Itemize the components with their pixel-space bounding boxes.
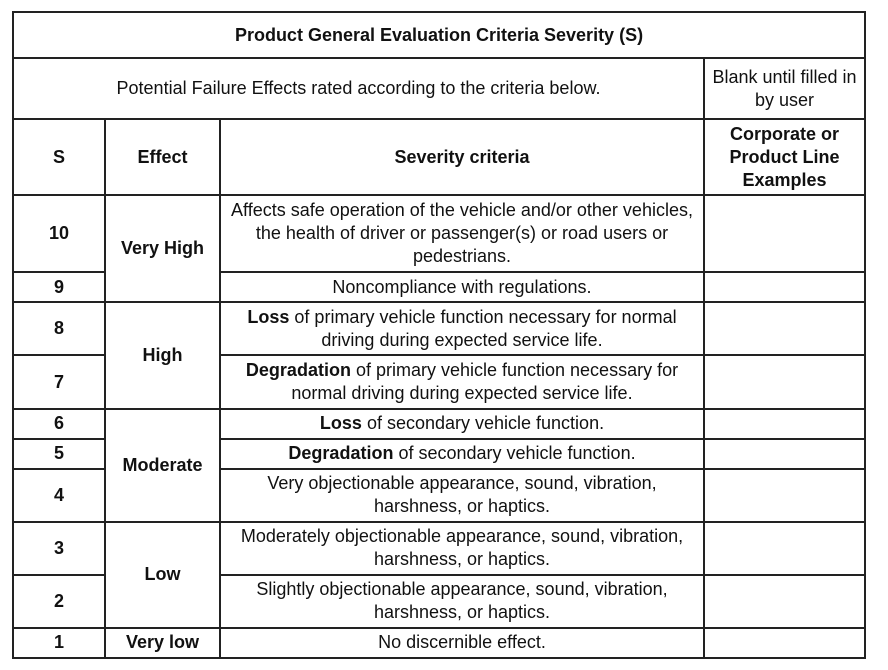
example-cell[interactable] (704, 272, 865, 302)
table-row (13, 302, 865, 355)
s-value: 10 (13, 195, 105, 272)
example-cell[interactable] (704, 628, 865, 658)
s-value: 5 (13, 439, 105, 469)
header-criteria: Severity criteria (220, 119, 704, 195)
example-cell[interactable] (704, 409, 865, 439)
criteria-text (220, 439, 704, 469)
effect-moderate: Moderate (105, 409, 220, 522)
example-cell[interactable] (704, 575, 865, 628)
table-row (13, 195, 865, 272)
criteria-text: Moderately objectionable appearance, sound, vibration, harshness, or haptics. (220, 522, 704, 575)
criteria-lead: Degradation (245, 360, 351, 381)
criteria-text: Affects safe operation of the vehicle and/or other vehicles, the health of driver or passenger(s) or road users or pedestrians. (220, 195, 704, 272)
blank-note: Blank until filled in by user (704, 58, 865, 119)
example-cell[interactable] (704, 302, 865, 355)
effect-very-high: Very High (105, 195, 220, 302)
effect-low: Low (105, 522, 220, 628)
s-value: 4 (13, 469, 105, 522)
effect-high: High (105, 302, 220, 408)
criteria-text (220, 409, 704, 439)
example-cell[interactable] (704, 195, 865, 272)
criteria-text (220, 302, 704, 355)
header-examples: Corporate or Product Line Examples (704, 119, 865, 195)
intro-text: Potential Failure Effects rated according to the criteria below. (13, 58, 704, 119)
criteria-text (220, 355, 704, 408)
header-s: S (13, 119, 105, 195)
criteria-lead: Degradation (288, 443, 394, 464)
table-row (13, 409, 865, 439)
criteria-text: No discernible effect. (220, 628, 704, 658)
criteria-lead: Loss (247, 306, 290, 327)
severity-table (12, 11, 866, 659)
s-value: 2 (13, 575, 105, 628)
example-cell[interactable] (704, 522, 865, 575)
intro-row (13, 58, 865, 119)
criteria-rest: of primary vehicle function necessary for normal driving during expected service life. (289, 306, 677, 350)
s-value: 1 (13, 628, 105, 658)
s-value: 6 (13, 409, 105, 439)
example-cell[interactable] (704, 469, 865, 522)
table-title: Product General Evaluation Criteria Severity (S) (13, 12, 865, 58)
s-value: 8 (13, 302, 105, 355)
header-row (13, 119, 865, 195)
title-row (13, 12, 865, 58)
criteria-rest: of primary vehicle function necessary for normal driving during expected service life. (291, 360, 679, 404)
example-cell[interactable] (704, 355, 865, 408)
s-value: 9 (13, 272, 105, 302)
criteria-text: Noncompliance with regulations. (220, 272, 704, 302)
table-row (13, 522, 865, 575)
criteria-text: Slightly objectionable appearance, sound, vibration, harshness, or haptics. (220, 575, 704, 628)
table-row (13, 628, 865, 658)
criteria-lead: Loss (319, 413, 362, 434)
criteria-rest: of secondary vehicle function. (393, 443, 636, 464)
s-value: 7 (13, 355, 105, 408)
example-cell[interactable] (704, 439, 865, 469)
header-effect: Effect (105, 119, 220, 195)
criteria-rest: of secondary vehicle function. (361, 413, 605, 434)
s-value: 3 (13, 522, 105, 575)
criteria-text: Very objectionable appearance, sound, vibration, harshness, or haptics. (220, 469, 704, 522)
effect-very-low: Very low (105, 628, 220, 658)
